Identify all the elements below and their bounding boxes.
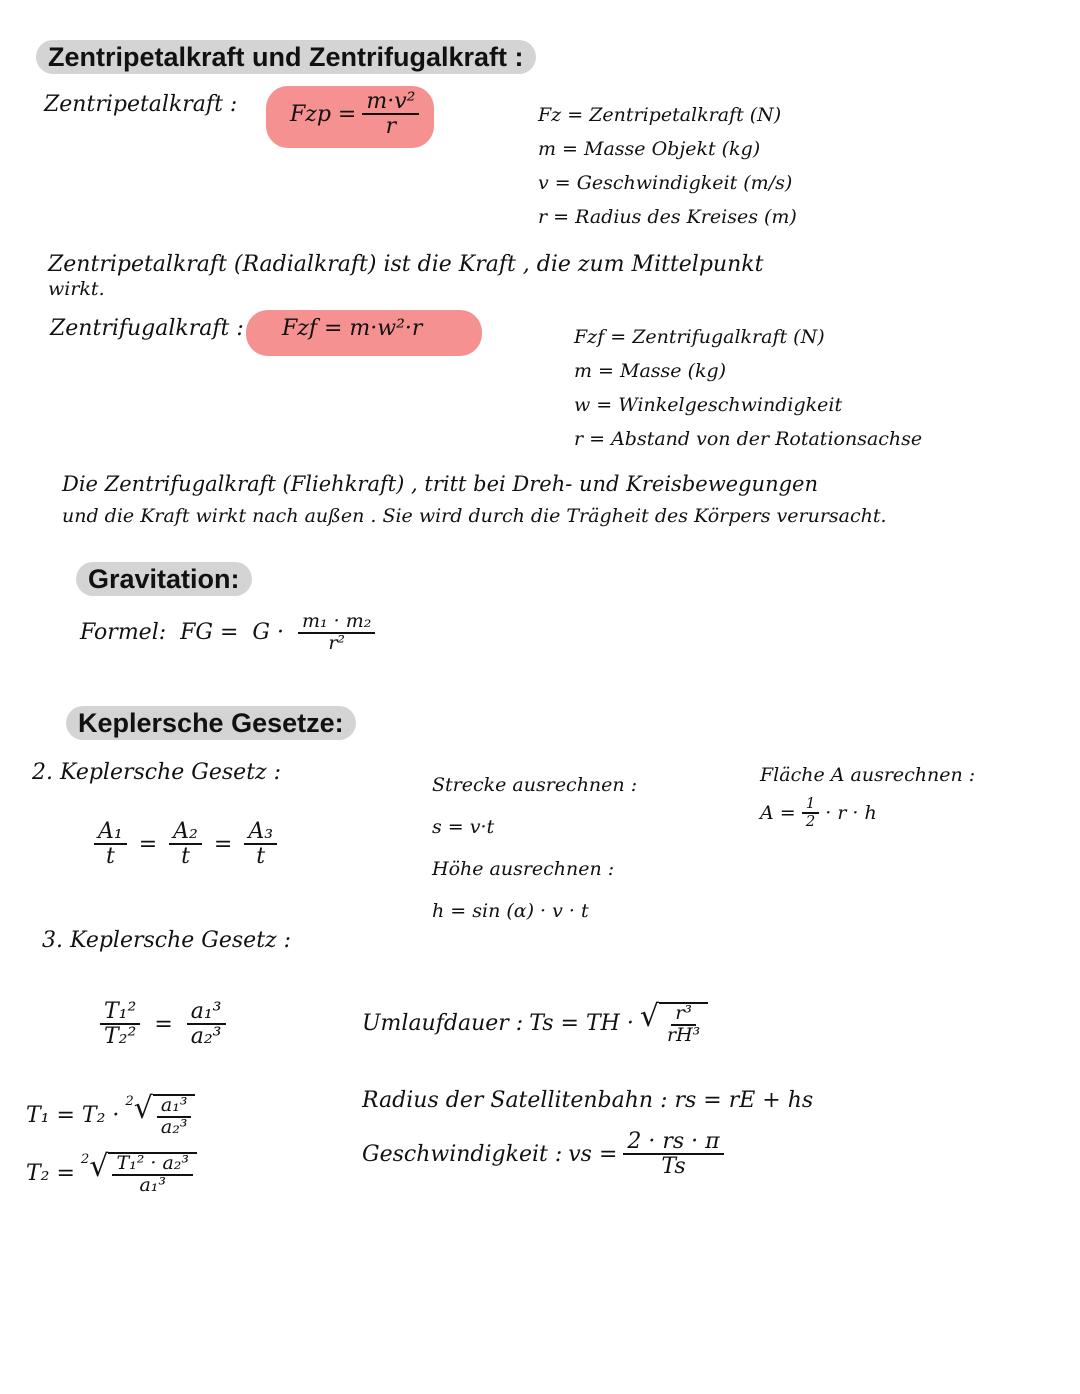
description-line: und die Kraft wirkt nach außen . Sie wird durch die Trägheit des Körpers verursacht. — [62, 505, 887, 527]
denominator: 2 — [805, 811, 816, 830]
fraction-axes — [187, 1000, 226, 1048]
legend-line: v = Geschwindigkeit (m/s) — [538, 172, 793, 194]
strecke-formula: s = v·t — [432, 816, 495, 838]
equals: = — [213, 831, 233, 857]
fraction-periods — [100, 1000, 140, 1048]
formula-label: Formel: — [80, 620, 167, 646]
kepler-law3-formula — [100, 1000, 226, 1048]
denominator: t — [256, 844, 266, 870]
flaeche-block — [760, 764, 975, 830]
numerator: a₁³ — [157, 1096, 192, 1118]
formula-lhs: T₂ = — [26, 1161, 75, 1187]
zentripetal-legend — [538, 98, 797, 234]
strecke-label: Strecke ausrechnen : — [432, 774, 638, 796]
formula-lhs: A = — [760, 801, 796, 824]
formula-rhs: · r · h — [825, 801, 877, 824]
legend-line: m = Masse Objekt (kg) — [538, 138, 761, 160]
formula-denominator: r² — [328, 631, 346, 654]
root-sign: √ — [89, 1149, 109, 1184]
root-index: 2 — [80, 1152, 90, 1167]
zentrifugal-legend — [574, 320, 922, 456]
geschwindigkeit-formula — [362, 1130, 724, 1178]
description-line: wirkt. — [48, 278, 105, 300]
kepler-law3-label: 3. Keplersche Gesetz : — [42, 928, 292, 953]
denominator: t — [105, 844, 115, 870]
numerator: A₃ — [244, 820, 277, 845]
legend-line: r = Radius des Kreises (m) — [538, 206, 797, 228]
formula-denominator: r — [385, 114, 397, 140]
legend-line: m = Masse (kg) — [574, 360, 727, 382]
flaeche-formula — [760, 796, 975, 830]
zentripetal-label: Zentripetalkraft : — [44, 92, 238, 117]
equals: = — [154, 1011, 173, 1037]
zentrifugal-description — [62, 468, 887, 532]
description-line: Die Zentrifugalkraft (Fliehkraft) , tritt bei Dreh- und Kreisbewegungen — [62, 472, 818, 496]
zentripetal-formula — [290, 90, 419, 138]
legend-line: Fz = Zentripetalkraft (N) — [538, 104, 782, 126]
hoehe-formula: h = sin (α) · v · t — [432, 900, 589, 922]
root-sign: √ — [639, 999, 659, 1034]
formula-lhs: vs = — [568, 1141, 618, 1167]
formula-lhs: Fzp = — [290, 101, 357, 127]
formula-lhs: Ts = TH · — [529, 1011, 634, 1037]
radicand — [108, 1152, 197, 1196]
formula-fraction — [362, 90, 419, 138]
root — [639, 999, 708, 1046]
denominator: a₁³ — [139, 1173, 167, 1196]
root — [80, 1149, 197, 1196]
formula-label: Geschwindigkeit : — [362, 1141, 563, 1167]
denominator: t — [181, 844, 190, 870]
formula-lhs: FG = — [180, 620, 239, 646]
numerator: r³ — [671, 1004, 696, 1026]
t1-formula — [26, 1091, 195, 1138]
zentrifugal-formula: Fzf = m·w²·r — [282, 316, 423, 341]
legend-line: w = Winkelgeschwindigkeit — [574, 394, 843, 416]
fraction-a1 — [94, 820, 127, 868]
satellitenbahn-radius: Radius der Satellitenbahn : rs = rE + hs — [362, 1088, 814, 1113]
kepler-law2-formula — [94, 820, 277, 868]
denominator: rH³ — [666, 1023, 701, 1046]
zentrifugal-label: Zentrifugalkraft : — [50, 316, 244, 341]
radicand — [153, 1094, 196, 1138]
legend-line: Fzf = Zentrifugalkraft (N) — [574, 326, 825, 348]
umlaufdauer-formula — [362, 999, 708, 1046]
formula-fraction — [623, 1130, 723, 1178]
formula-lhs: T₁ = T₂ · — [26, 1103, 120, 1129]
denominator: a₂³ — [160, 1115, 188, 1138]
root-index: 2 — [125, 1094, 134, 1109]
heading-kepler: Keplersche Gesetze: — [66, 706, 356, 740]
root — [125, 1091, 195, 1138]
fraction-a3 — [244, 820, 277, 868]
root-sign: √ — [133, 1091, 153, 1126]
t2-formula — [26, 1149, 197, 1196]
kepler-law2-label: 2. Keplersche Gesetz : — [32, 760, 282, 785]
strecke-block — [432, 764, 637, 932]
radicand — [659, 1002, 708, 1046]
heading-zentripetal-zentrifugal: Zentripetalkraft und Zentrifugalkraft : — [36, 40, 536, 74]
fraction-a2 — [169, 820, 202, 868]
numerator: T₁² — [100, 1000, 140, 1025]
formula-constant: G · — [252, 620, 284, 646]
formula-label: Umlaufdauer : — [362, 1011, 524, 1037]
gravitation-formula — [80, 612, 375, 654]
formula-numerator: m₁ · m₂ — [298, 612, 375, 634]
denominator: a₂³ — [190, 1024, 222, 1050]
formula-fraction — [298, 612, 375, 654]
heading-gravitation: Gravitation: — [76, 562, 252, 596]
flaeche-label: Fläche A ausrechnen : — [760, 764, 976, 786]
description-line: Zentripetalkraft (Radialkraft) ist die Kraft , die zum Mittelpunkt — [48, 252, 764, 277]
numerator: 1 — [802, 796, 820, 814]
denominator: Ts — [661, 1154, 686, 1180]
numerator: A₁ — [94, 820, 127, 845]
hoehe-label: Höhe ausrechnen : — [432, 858, 615, 880]
numerator: a₁³ — [187, 1000, 226, 1025]
equals: = — [138, 831, 158, 857]
formula-fraction — [802, 796, 820, 830]
numerator: 2 · rs · π — [623, 1130, 723, 1155]
legend-line: r = Abstand von der Rotationsachse — [574, 428, 923, 450]
denominator: T₂² — [104, 1024, 137, 1050]
numerator: T₁² · a₂³ — [112, 1154, 193, 1176]
formula-numerator: m·v² — [362, 90, 419, 115]
zentripetal-description — [48, 250, 763, 304]
numerator: A₂ — [169, 820, 202, 845]
